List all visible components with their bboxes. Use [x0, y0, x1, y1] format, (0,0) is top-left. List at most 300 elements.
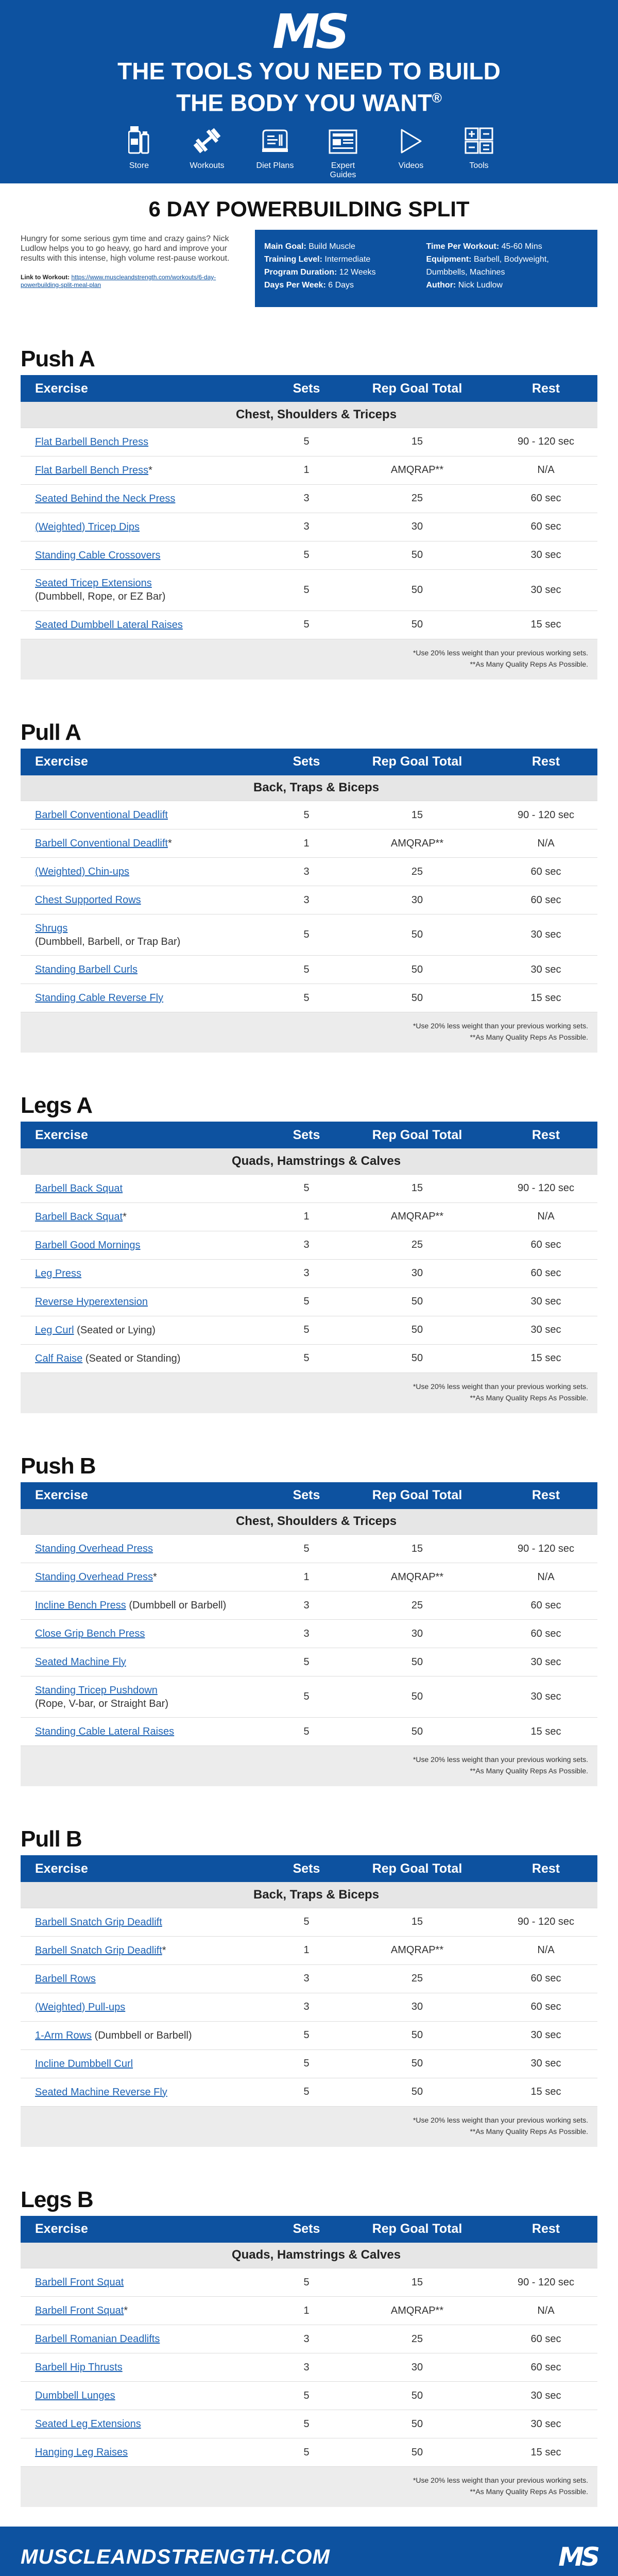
summary-label: Time Per Workout: — [426, 242, 500, 251]
footnote-weight: *Use 20% less weight than your previous working sets. — [413, 2476, 588, 2484]
section-spacer — [0, 2147, 618, 2184]
exercise-cell — [21, 2438, 273, 2467]
exercise-link[interactable]: Barbell Front Squat — [35, 2305, 124, 2316]
table-row — [21, 484, 597, 513]
exercise-marker: * — [153, 1571, 157, 1583]
rep-goal-cell: AMQRAP** — [340, 1936, 494, 1964]
exercise-cell — [21, 2078, 273, 2106]
exercise-link[interactable]: Leg Curl — [35, 1324, 74, 1336]
rep-goal-cell: 50 — [340, 2410, 494, 2438]
header-rest: Rest — [494, 1855, 597, 1882]
exercise-cell — [21, 484, 273, 513]
exercise-table — [21, 749, 597, 1013]
header-rep-goal-total: Rep Goal Total — [340, 749, 494, 775]
rest-cell: 60 sec — [494, 1259, 597, 1287]
exercise-link[interactable]: Seated Tricep Extensions — [35, 578, 152, 589]
workout-section — [0, 1823, 618, 2147]
table-row — [21, 428, 597, 456]
table-row — [21, 886, 597, 914]
section-title: Legs A — [21, 1093, 93, 1118]
footnote-amqrap: **As Many Quality Reps As Possible. — [470, 1033, 588, 1041]
workout-section — [0, 1090, 618, 1413]
tools-nav — [0, 125, 618, 180]
header-sets: Sets — [273, 1855, 340, 1882]
nav-tools-label: Tools — [469, 161, 489, 171]
summary-label: Main Goal: — [264, 242, 306, 251]
sets-cell: 3 — [273, 1993, 340, 2021]
header-rep-goal-total: Rep Goal Total — [340, 1122, 494, 1148]
sets-cell: 3 — [273, 858, 340, 886]
footnote-amqrap: **As Many Quality Reps As Possible. — [470, 1393, 588, 1402]
exercise-marker: * — [162, 1944, 166, 1956]
exercise-link[interactable]: Standing Overhead Press — [35, 1543, 153, 1554]
exercise-link[interactable]: Barbell Rows — [35, 1973, 96, 1985]
tagline — [0, 58, 618, 116]
exercise-link[interactable]: Barbell Good Mornings — [35, 1239, 141, 1251]
table-row — [21, 2049, 597, 2078]
exercise-cell — [21, 2353, 273, 2382]
rep-goal-cell: 50 — [340, 1718, 494, 1746]
table-row — [21, 1563, 597, 1591]
sets-cell: 3 — [273, 2325, 340, 2353]
exercise-link[interactable]: Standing Cable Reverse Fly — [35, 992, 164, 1004]
rep-goal-cell: AMQRAP** — [340, 2297, 494, 2325]
exercise-cell — [21, 2325, 273, 2353]
rest-cell: 30 sec — [494, 1316, 597, 1344]
exercise-marker: * — [123, 1211, 127, 1223]
rep-goal-cell: 50 — [340, 956, 494, 984]
rest-cell: 15 sec — [494, 611, 597, 639]
rep-goal-cell: 50 — [340, 1344, 494, 1372]
muscle-group-row — [21, 775, 597, 801]
header-sets: Sets — [273, 1122, 340, 1148]
rest-cell: 60 sec — [494, 858, 597, 886]
nav-videos-label: Videos — [398, 161, 424, 171]
rep-goal-cell: 25 — [340, 1231, 494, 1259]
summary-training-level — [264, 253, 426, 266]
muscle-group-row — [21, 1148, 597, 1174]
exercise-link[interactable]: Barbell Hip Thrusts — [35, 2362, 123, 2373]
summary-value: Nick Ludlow — [458, 281, 503, 290]
summary-value: Build Muscle — [308, 242, 355, 251]
workout-intro — [0, 230, 618, 343]
exercise-note: (Dumbbell, Barbell, or Trap Bar) — [35, 936, 181, 947]
footnote-weight: *Use 20% less weight than your previous working sets. — [413, 1755, 588, 1764]
sets-cell: 1 — [273, 1936, 340, 1964]
exercise-link[interactable]: Flat Barbell Bench Press — [35, 436, 149, 448]
rep-goal-cell: 25 — [340, 1964, 494, 1993]
muscle-group-row — [21, 2243, 597, 2268]
muscle-group-label: Quads, Hamstrings & Calves — [21, 2243, 597, 2268]
table-footnote — [21, 1746, 597, 1786]
nav-expert-guides[interactable] — [319, 125, 367, 180]
footer-url[interactable]: MUSCLEANDSTRENGTH.COM — [21, 2545, 330, 2568]
exercise-link[interactable]: Barbell Snatch Grip Deadlift — [35, 1944, 162, 1956]
workout-summary-box — [255, 230, 597, 307]
exercise-link[interactable]: Barbell Back Squat — [35, 1182, 123, 1194]
footnote-amqrap: **As Many Quality Reps As Possible. — [470, 659, 588, 668]
table-footnote — [21, 2107, 597, 2147]
exercise-link[interactable]: (Weighted) Chin-ups — [35, 866, 130, 877]
rest-cell: 90 - 120 sec — [494, 1174, 597, 1202]
muscle-group-row — [21, 402, 597, 428]
workout-section — [0, 2184, 618, 2507]
workout-section — [0, 717, 618, 1053]
sets-cell: 5 — [273, 801, 340, 829]
table-row — [21, 2438, 597, 2467]
table-footnote — [21, 639, 597, 680]
header-rest: Rest — [494, 1482, 597, 1509]
exercise-cell — [21, 1676, 273, 1718]
sets-cell: 5 — [273, 428, 340, 456]
exercise-link[interactable]: Standing Cable Lateral Raises — [35, 1726, 175, 1737]
exercise-link[interactable]: Standing Tricep Pushdown — [35, 1684, 158, 1696]
exercise-cell — [21, 956, 273, 984]
sets-cell: 1 — [273, 1563, 340, 1591]
sets-cell: 1 — [273, 456, 340, 484]
rep-goal-cell: 50 — [340, 2382, 494, 2410]
rest-cell: 60 sec — [494, 1620, 597, 1648]
rep-goal-cell: 30 — [340, 513, 494, 541]
table-row — [21, 1936, 597, 1964]
exercise-link[interactable]: Barbell Romanian Deadlifts — [35, 2333, 160, 2345]
exercise-link[interactable]: Dumbbell Lunges — [35, 2390, 115, 2401]
rest-cell: 60 sec — [494, 513, 597, 541]
exercise-marker: * — [148, 464, 152, 476]
exercise-link[interactable]: Barbell Conventional Deadlift — [35, 809, 168, 821]
rest-cell: 15 sec — [494, 2438, 597, 2467]
table-row — [21, 956, 597, 984]
section-title: Pull B — [21, 1826, 82, 1852]
exercise-link[interactable]: Standing Overhead Press — [35, 1571, 153, 1583]
table-row — [21, 829, 597, 858]
summary-label: Training Level: — [264, 255, 322, 264]
table-row — [21, 914, 597, 956]
exercise-cell — [21, 428, 273, 456]
registered-mark: ® — [432, 90, 442, 106]
exercise-cell — [21, 1964, 273, 1993]
sets-cell: 5 — [273, 956, 340, 984]
table-header-row — [21, 375, 597, 402]
nav-diet-plans[interactable] — [251, 125, 299, 180]
diet-plan-icon — [251, 125, 299, 154]
sets-cell: 5 — [273, 1676, 340, 1718]
tagline-line-2-text: THE BODY YOU WANT — [176, 89, 432, 116]
exercise-table — [21, 1855, 597, 2107]
nav-store[interactable] — [115, 125, 163, 180]
exercise-link[interactable]: Barbell Front Squat — [35, 2277, 124, 2288]
exercise-cell — [21, 541, 273, 569]
muscle-group-label: Back, Traps & Biceps — [21, 1882, 597, 1908]
muscle-group-row — [21, 1882, 597, 1908]
sets-cell: 3 — [273, 484, 340, 513]
summary-author — [426, 279, 589, 292]
exercise-cell — [21, 1648, 273, 1676]
summary-right-column — [426, 240, 589, 297]
site-header — [0, 0, 618, 183]
section-spacer — [0, 680, 618, 717]
header-rest: Rest — [494, 1122, 597, 1148]
exercise-cell — [21, 611, 273, 639]
muscle-group-label: Back, Traps & Biceps — [21, 775, 597, 801]
sets-cell: 5 — [273, 1908, 340, 1936]
summary-equipment — [426, 253, 589, 279]
rest-cell: N/A — [494, 1936, 597, 1964]
table-header-row — [21, 1482, 597, 1509]
exercise-link[interactable]: Incline Bench Press — [35, 1600, 126, 1611]
sets-cell: 5 — [273, 611, 340, 639]
rest-cell: 90 - 120 sec — [494, 801, 597, 829]
rep-goal-cell: 50 — [340, 569, 494, 611]
exercise-link[interactable]: (Weighted) Tricep Dips — [35, 521, 140, 533]
exercise-note: (Dumbbell or Barbell) — [129, 1600, 227, 1611]
rep-goal-cell: 15 — [340, 1535, 494, 1563]
header-rep-goal-total: Rep Goal Total — [340, 1482, 494, 1509]
exercise-link[interactable]: Calf Raise — [35, 1352, 83, 1364]
exercise-link[interactable]: Seated Dumbbell Lateral Raises — [35, 619, 183, 631]
rest-cell: 60 sec — [494, 2353, 597, 2382]
exercise-link[interactable]: Chest Supported Rows — [35, 894, 141, 906]
header-exercise: Exercise — [21, 1482, 273, 1509]
rest-cell: 60 sec — [494, 1231, 597, 1259]
footer-logo[interactable]: MS — [558, 2542, 597, 2572]
rest-cell: 60 sec — [494, 1993, 597, 2021]
sets-cell: 5 — [273, 984, 340, 1012]
section-spacer — [0, 1786, 618, 1823]
exercise-cell — [21, 2268, 273, 2297]
exercise-cell — [21, 984, 273, 1012]
exercise-link[interactable]: Shrugs — [35, 922, 68, 934]
sets-cell: 5 — [273, 914, 340, 956]
exercise-cell — [21, 2297, 273, 2325]
header-rep-goal-total: Rep Goal Total — [340, 2216, 494, 2243]
muscle-group-label: Chest, Shoulders & Triceps — [21, 402, 597, 428]
section-spacer — [0, 1413, 618, 1450]
exercise-link[interactable]: Barbell Snatch Grip Deadlift — [35, 1916, 162, 1928]
calculator-icon — [455, 125, 503, 154]
play-icon — [387, 125, 435, 154]
sets-cell: 5 — [273, 1174, 340, 1202]
exercise-link[interactable]: Seated Behind the Neck Press — [35, 493, 176, 504]
section-title: Push A — [21, 346, 95, 371]
rep-goal-cell: 50 — [340, 1676, 494, 1718]
sets-cell: 1 — [273, 829, 340, 858]
rep-goal-cell: AMQRAP** — [340, 456, 494, 484]
rest-cell: N/A — [494, 829, 597, 858]
exercise-cell — [21, 569, 273, 611]
table-footnote — [21, 1012, 597, 1053]
workout-link-line — [21, 274, 250, 289]
header-exercise: Exercise — [21, 1122, 273, 1148]
exercise-link[interactable]: Barbell Back Squat — [35, 1211, 123, 1223]
exercise-cell — [21, 1174, 273, 1202]
rep-goal-cell: 50 — [340, 914, 494, 956]
rep-goal-cell: 25 — [340, 484, 494, 513]
rest-cell: 90 - 120 sec — [494, 2268, 597, 2297]
brand-logo[interactable]: MS — [272, 4, 346, 59]
exercise-cell — [21, 1993, 273, 2021]
rep-goal-cell: AMQRAP** — [340, 1202, 494, 1231]
exercise-note: (Seated or Lying) — [77, 1324, 156, 1336]
nav-videos[interactable] — [387, 125, 435, 180]
sets-cell: 5 — [273, 2438, 340, 2467]
sets-cell: 5 — [273, 1344, 340, 1372]
header-rest: Rest — [494, 749, 597, 775]
rest-cell: 30 sec — [494, 2382, 597, 2410]
header-sets: Sets — [273, 1482, 340, 1509]
dumbbell-icon — [183, 125, 231, 154]
rest-cell: 30 sec — [494, 569, 597, 611]
exercise-note: (Seated or Standing) — [85, 1352, 181, 1364]
table-header-row — [21, 1122, 597, 1148]
exercise-link[interactable]: Barbell Conventional Deadlift — [35, 838, 168, 849]
rep-goal-cell: 15 — [340, 801, 494, 829]
exercise-link[interactable]: (Weighted) Pull-ups — [35, 2001, 126, 2013]
exercise-cell — [21, 1259, 273, 1287]
table-row — [21, 1287, 597, 1316]
rep-goal-cell: 30 — [340, 1620, 494, 1648]
sets-cell: 3 — [273, 1231, 340, 1259]
rep-goal-cell: 50 — [340, 2049, 494, 2078]
exercise-link[interactable]: Close Grip Bench Press — [35, 1628, 145, 1639]
table-row — [21, 1535, 597, 1563]
sets-cell: 3 — [273, 886, 340, 914]
rep-goal-cell: 50 — [340, 611, 494, 639]
table-row — [21, 456, 597, 484]
sets-cell: 5 — [273, 541, 340, 569]
sets-cell: 5 — [273, 1316, 340, 1344]
muscle-group-label: Quads, Hamstrings & Calves — [21, 1148, 597, 1174]
rep-goal-cell: 15 — [340, 1174, 494, 1202]
exercise-link[interactable]: 1-Arm Rows — [35, 2029, 92, 2041]
exercise-cell — [21, 1620, 273, 1648]
rep-goal-cell: AMQRAP** — [340, 1563, 494, 1591]
header-exercise: Exercise — [21, 375, 273, 402]
nav-expert-guides-label: Expert Guides — [330, 161, 356, 180]
sets-cell: 3 — [273, 513, 340, 541]
nav-workouts[interactable] — [183, 125, 231, 180]
exercise-link[interactable]: Standing Cable Crossovers — [35, 549, 161, 561]
rest-cell: 90 - 120 sec — [494, 1535, 597, 1563]
exercise-link[interactable]: Seated Machine Reverse Fly — [35, 2086, 167, 2098]
workout-link-label: Link to Workout: — [21, 274, 70, 281]
rest-cell: 30 sec — [494, 914, 597, 956]
rest-cell: N/A — [494, 1202, 597, 1231]
exercise-cell — [21, 513, 273, 541]
rep-goal-cell: 50 — [340, 984, 494, 1012]
workout-section — [0, 343, 618, 680]
sets-cell: 5 — [273, 2268, 340, 2297]
table-row — [21, 2410, 597, 2438]
exercise-cell — [21, 1287, 273, 1316]
exercise-cell — [21, 886, 273, 914]
table-row — [21, 858, 597, 886]
rest-cell: 15 sec — [494, 984, 597, 1012]
rep-goal-cell: 50 — [340, 2078, 494, 2106]
rest-cell: 60 sec — [494, 886, 597, 914]
sets-cell: 5 — [273, 2410, 340, 2438]
table-row — [21, 2268, 597, 2297]
exercise-link[interactable]: Reverse Hyperextension — [35, 1296, 148, 1308]
exercise-link[interactable]: Leg Press — [35, 1267, 82, 1279]
exercise-marker: * — [124, 2305, 128, 2316]
footnote-weight: *Use 20% less weight than your previous working sets. — [413, 2115, 588, 2124]
exercise-cell — [21, 1344, 273, 1372]
sets-cell: 5 — [273, 569, 340, 611]
exercise-link[interactable]: Standing Barbell Curls — [35, 964, 138, 975]
workout-link[interactable]: https://www.muscleandstrength.com/workouts/6-day-powerbuilding-split-meal-plan — [21, 274, 216, 289]
exercise-cell — [21, 1563, 273, 1591]
header-exercise: Exercise — [21, 749, 273, 775]
rest-cell: 30 sec — [494, 956, 597, 984]
footnote-amqrap: **As Many Quality Reps As Possible. — [470, 2487, 588, 2496]
table-header-row — [21, 749, 597, 775]
rest-cell: 15 sec — [494, 1344, 597, 1372]
supplement-bottle-icon — [115, 125, 163, 154]
workout-days — [0, 343, 618, 2507]
nav-tools[interactable] — [455, 125, 503, 180]
exercise-cell — [21, 829, 273, 858]
header-rest: Rest — [494, 2216, 597, 2243]
table-row — [21, 1908, 597, 1936]
summary-label: Program Duration: — [264, 268, 337, 277]
rest-cell: 30 sec — [494, 1676, 597, 1718]
sets-cell: 5 — [273, 2021, 340, 2049]
summary-label: Days Per Week: — [264, 281, 326, 290]
exercise-link[interactable]: Seated Machine Fly — [35, 1656, 126, 1668]
tagline-line-1: THE TOOLS YOU NEED TO BUILD — [117, 58, 501, 84]
workout-description: Hungry for some serious gym time and crazy gains? Nick Ludlow helps you to go heavy, go hard and improve your results with this intense, high volume rest-pause workout. — [21, 234, 230, 263]
exercise-cell — [21, 1202, 273, 1231]
header-rest: Rest — [494, 375, 597, 402]
intro-text — [21, 230, 255, 343]
sets-cell: 1 — [273, 2297, 340, 2325]
exercise-link[interactable]: Seated Leg Extensions — [35, 2418, 141, 2430]
rest-cell: 60 sec — [494, 1964, 597, 1993]
header-sets: Sets — [273, 375, 340, 402]
rep-goal-cell: 30 — [340, 1993, 494, 2021]
summary-value: Intermediate — [324, 255, 371, 264]
exercise-cell — [21, 801, 273, 829]
table-row — [21, 1620, 597, 1648]
table-row — [21, 1591, 597, 1620]
exercise-note: (Rope, V-bar, or Straight Bar) — [35, 1698, 169, 1709]
table-row — [21, 569, 597, 611]
table-row — [21, 1648, 597, 1676]
table-row — [21, 2021, 597, 2049]
exercise-cell — [21, 1936, 273, 1964]
exercise-cell — [21, 1908, 273, 1936]
summary-main-goal — [264, 240, 426, 253]
rest-cell: 30 sec — [494, 2049, 597, 2078]
table-row — [21, 1993, 597, 2021]
exercise-cell — [21, 2410, 273, 2438]
table-row — [21, 1259, 597, 1287]
summary-label: Author: — [426, 281, 456, 290]
table-row — [21, 1344, 597, 1372]
footnote-amqrap: **As Many Quality Reps As Possible. — [470, 2127, 588, 2136]
footnote-amqrap: **As Many Quality Reps As Possible. — [470, 1767, 588, 1775]
exercise-link[interactable]: Incline Dumbbell Curl — [35, 2058, 133, 2070]
exercise-cell — [21, 1231, 273, 1259]
sets-cell: 1 — [273, 1202, 340, 1231]
header-rep-goal-total: Rep Goal Total — [340, 375, 494, 402]
table-header-row — [21, 2216, 597, 2243]
summary-time-per-workout — [426, 240, 589, 253]
rep-goal-cell: 30 — [340, 1259, 494, 1287]
exercise-link[interactable]: Hanging Leg Raises — [35, 2447, 128, 2458]
exercise-link[interactable]: Flat Barbell Bench Press — [35, 464, 149, 476]
